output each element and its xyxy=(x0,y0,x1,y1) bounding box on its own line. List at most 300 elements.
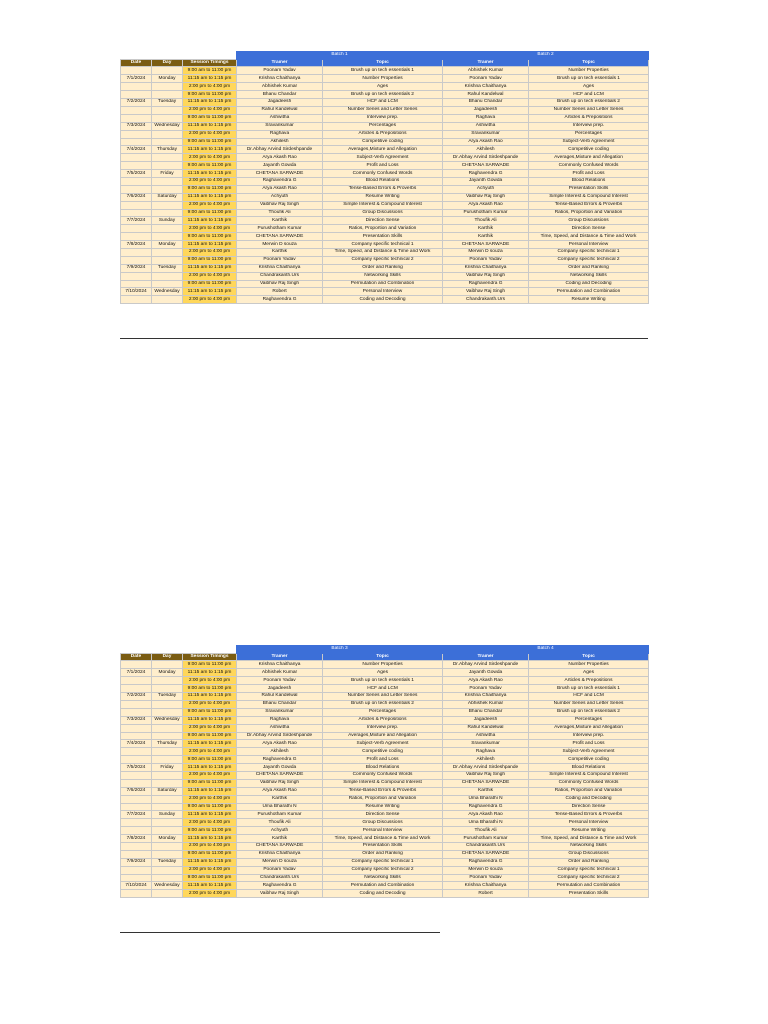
trainer-cell: Merwin D souza xyxy=(237,241,323,249)
trainer-cell: Thoufik Ali xyxy=(443,217,529,225)
trainer-cell: Poonam Yadav xyxy=(443,256,529,264)
day-cell-empty xyxy=(152,225,183,233)
session-time-cell: 11:15 am to 1:15 pm xyxy=(183,288,237,296)
topic-cell: Time, Speed, and Distance & Time and Work xyxy=(529,233,649,241)
session-time-cell: 9:00 am to 11:00 pm xyxy=(183,827,237,835)
trainer-cell: Arya Akash Rao xyxy=(237,185,323,193)
session-time-cell: 9:00 am to 11:00 pm xyxy=(183,685,237,693)
session-time-cell: 2:00 pm to 4:00 pm xyxy=(183,819,237,827)
trainer-cell: Uma Bharathi N xyxy=(443,819,529,827)
session-time-cell: 11:15 am to 1:15 pm xyxy=(183,264,237,272)
topic-cell: Number Properties xyxy=(529,661,649,669)
trainer-cell: Purushotham Kumar xyxy=(237,811,323,819)
topic-cell: Blood Relations xyxy=(323,177,443,185)
table-row xyxy=(121,842,649,850)
topic-cell: Number Properties xyxy=(323,661,443,669)
trainer-cell: Uma Bharathi N xyxy=(237,803,323,811)
trainer-cell: Ashwitha xyxy=(443,732,529,740)
date-cell: 7/3/2024 xyxy=(121,122,152,130)
table-row xyxy=(121,787,649,795)
trainer-cell: Vaibhav Raj Singh xyxy=(237,890,323,898)
date-cell-empty xyxy=(121,874,152,882)
session-time-cell: 2:00 pm to 4:00 pm xyxy=(183,724,237,732)
session-time-cell: 2:00 pm to 4:00 pm xyxy=(183,677,237,685)
day-cell-empty xyxy=(152,732,183,740)
trainer-cell: Raghavendra G xyxy=(443,858,529,866)
table-row xyxy=(121,716,649,724)
session-time-cell: 2:00 pm to 4:00 pm xyxy=(183,842,237,850)
date-cell-empty xyxy=(121,708,152,716)
trainer-cell: Vaibhav Raj Singh xyxy=(443,272,529,280)
day-cell: Thursday xyxy=(152,740,183,748)
trainer-cell: Raghava xyxy=(443,748,529,756)
session-time-cell: 11:15 am to 1:15 pm xyxy=(183,740,237,748)
topic-cell: Ratios, Proportion and Variation xyxy=(529,209,649,217)
date-cell: 7/4/2024 xyxy=(121,146,152,154)
topic-cell: Number Properties xyxy=(323,75,443,83)
topic-cell: Commonly Confused Words xyxy=(323,170,443,178)
trainer-cell: CHETANA SARWADE xyxy=(443,850,529,858)
day-cell-empty xyxy=(152,685,183,693)
trainer-cell: Purushotham Kumar xyxy=(443,209,529,217)
session-time-cell: 9:00 am to 11:00 pm xyxy=(183,661,237,669)
trainer-cell: Rahul Kandelwal xyxy=(443,724,529,732)
date-cell: 7/1/2024 xyxy=(121,669,152,677)
day-cell-empty xyxy=(152,67,183,75)
session-time-cell: 2:00 pm to 4:00 pm xyxy=(183,83,237,91)
table-row xyxy=(121,779,649,787)
topic-cell: Competitive coding xyxy=(529,146,649,154)
table-row xyxy=(121,162,649,170)
day-cell-empty xyxy=(152,83,183,91)
trainer-cell: Karthik xyxy=(237,795,323,803)
day-cell-empty xyxy=(152,661,183,669)
day-cell: Wednesday xyxy=(152,716,183,724)
table-row xyxy=(121,83,649,91)
table-row xyxy=(121,296,649,304)
topic-cell: Brush up on tech essentials 2 xyxy=(323,91,443,99)
trainer-cell: Rahul Kandelwal xyxy=(237,693,323,701)
trainer-column-header: Trainer xyxy=(443,653,529,661)
session-time-cell: 11:15 am to 1:15 pm xyxy=(183,787,237,795)
date-cell-empty xyxy=(121,162,152,170)
topic-cell: Company specific technical 2 xyxy=(529,874,649,882)
day-cell-empty xyxy=(152,233,183,241)
date-cell: 7/9/2024 xyxy=(121,264,152,272)
topic-cell: Percentages xyxy=(323,708,443,716)
table-row xyxy=(121,661,649,669)
trainer-cell: Dr.Abhay Arvind Sirdeshpande xyxy=(443,154,529,162)
session-time-cell: 9:00 am to 11:00 pm xyxy=(183,256,237,264)
day-cell-empty xyxy=(152,771,183,779)
topic-cell: Subject-Verb Agreement xyxy=(323,740,443,748)
topic-cell: Number Properties xyxy=(529,67,649,75)
trainer-cell: Poonam Yadav xyxy=(443,75,529,83)
topic-cell: Articles & Prepositions xyxy=(529,114,649,122)
trainer-cell: Krishna Chaithanya xyxy=(237,661,323,669)
topic-cell: Permutation and Combination xyxy=(529,882,649,890)
topic-cell: Networking Skills xyxy=(323,874,443,882)
trainer-cell: Sravankumar xyxy=(443,130,529,138)
table-row xyxy=(121,241,649,249)
day-cell-empty xyxy=(152,874,183,882)
table-row xyxy=(121,185,649,193)
day-cell-empty xyxy=(152,700,183,708)
session-time-cell: 9:00 am to 11:00 pm xyxy=(183,874,237,882)
day-cell: Friday xyxy=(152,764,183,772)
schedule-sheet-batch-1-2 xyxy=(120,51,648,304)
table-row xyxy=(121,256,649,264)
topic-cell: Commonly Confused Words xyxy=(529,162,649,170)
day-cell-empty xyxy=(152,272,183,280)
trainer-cell: Sravankumar xyxy=(237,122,323,130)
topic-cell: Percentages xyxy=(323,122,443,130)
topic-cell: Brush up on tech essentials 1 xyxy=(323,67,443,75)
trainer-cell: Raghavendra G xyxy=(443,170,529,178)
table-row xyxy=(121,217,649,225)
date-cell: 7/8/2024 xyxy=(121,241,152,249)
topic-cell: Ratios, Proportion and Variation xyxy=(529,787,649,795)
topic-cell: Resume Writing xyxy=(323,803,443,811)
trainer-cell: Krishna Chaithanya xyxy=(443,264,529,272)
trainer-cell: Karthik xyxy=(237,248,323,256)
trainer-cell: CHETANA SARWADE xyxy=(237,233,323,241)
trainer-cell: Rahul Kandelwal xyxy=(237,106,323,114)
trainer-cell: Purushotham Kumar xyxy=(443,835,529,843)
topic-cell: Ratios, Proportion and Variation xyxy=(323,795,443,803)
topic-cell: Competitive coding xyxy=(323,748,443,756)
trainer-cell: Karthik xyxy=(443,225,529,233)
session-time-cell: 2:00 pm to 4:00 pm xyxy=(183,795,237,803)
trainer-cell: Akhilesh xyxy=(443,146,529,154)
topic-cell: Averages,Mixture and Allegation xyxy=(529,154,649,162)
trainer-cell: Karthik xyxy=(443,787,529,795)
date-cell: 7/2/2024 xyxy=(121,99,152,107)
date-cell-empty xyxy=(121,106,152,114)
topic-cell: Number Series and Letter Series xyxy=(529,700,649,708)
session-time-cell: 9:00 am to 11:00 pm xyxy=(183,803,237,811)
trainer-cell: Purushotham Kumar xyxy=(237,225,323,233)
topic-cell: Blood Relations xyxy=(323,764,443,772)
trainer-cell: Vaibhav Raj Singh xyxy=(443,771,529,779)
topic-cell: Tense-Based Errors & Proverbs xyxy=(323,185,443,193)
session-time-cell: 9:00 am to 11:00 pm xyxy=(183,280,237,288)
date-cell-empty xyxy=(121,724,152,732)
topic-cell: Articles & Prepositions xyxy=(529,677,649,685)
session-time-cell: 2:00 pm to 4:00 pm xyxy=(183,771,237,779)
topic-cell: Personal Interview xyxy=(529,241,649,249)
topic-cell: Averages,Mixture and Allegation xyxy=(323,732,443,740)
day-cell-empty xyxy=(152,708,183,716)
trainer-cell: Poonam Yadav xyxy=(237,677,323,685)
topic-cell: Order and Ranking xyxy=(323,264,443,272)
topic-cell: Resume Writing xyxy=(323,193,443,201)
date-cell: 7/10/2024 xyxy=(121,288,152,296)
date-cell-empty xyxy=(121,233,152,241)
topic-cell: Profit and Loss xyxy=(529,170,649,178)
topic-cell: Brush up on tech essentials 2 xyxy=(529,99,649,107)
topic-cell: Company specific technical 2 xyxy=(323,866,443,874)
trainer-cell: Arya Akash Rao xyxy=(443,677,529,685)
trainer-cell: Vaibhav Raj Singh xyxy=(237,779,323,787)
date-cell-empty xyxy=(121,732,152,740)
batch-b-header: Batch 4 xyxy=(443,646,649,654)
date-cell-empty xyxy=(121,842,152,850)
date-cell-empty xyxy=(121,177,152,185)
trainer-cell: Ashwitha xyxy=(443,122,529,130)
table-row xyxy=(121,106,649,114)
date-cell-empty xyxy=(121,771,152,779)
topic-cell: Presentation Skills xyxy=(529,890,649,898)
trainer-cell: Rahul Kandelwal xyxy=(443,91,529,99)
table-row xyxy=(121,866,649,874)
trainer-column-header: Trainer xyxy=(443,59,529,67)
topic-cell: Interview prep. xyxy=(529,732,649,740)
topic-cell: Brush up on tech essentials 1 xyxy=(529,75,649,83)
topic-column-header: Topic xyxy=(323,59,443,67)
table-row xyxy=(121,99,649,107)
topic-cell: Personal Interview xyxy=(323,827,443,835)
topic-cell: Tense-Based Errors & Proverbs xyxy=(323,787,443,795)
trainer-cell: Chandrakanth.Urs xyxy=(237,272,323,280)
topic-cell: Brush up on tech essentials 2 xyxy=(323,700,443,708)
date-cell: 7/9/2024 xyxy=(121,858,152,866)
day-cell-empty xyxy=(152,201,183,209)
table-row xyxy=(121,756,649,764)
trainer-cell: CHETANA SARWADE xyxy=(237,170,323,178)
session-time-cell: 11:15 am to 1:15 pm xyxy=(183,170,237,178)
table-row xyxy=(121,677,649,685)
topic-column-header: Topic xyxy=(529,59,649,67)
day-cell: Wednesday xyxy=(152,288,183,296)
day-cell: Monday xyxy=(152,241,183,249)
table-row xyxy=(121,146,649,154)
date-cell-empty xyxy=(121,827,152,835)
topic-cell: Brush up on tech essentials 2 xyxy=(529,708,649,716)
trainer-cell: Achyuth xyxy=(443,185,529,193)
date-cell-empty xyxy=(121,248,152,256)
session-time-cell: 2:00 pm to 4:00 pm xyxy=(183,296,237,304)
day-cell: Monday xyxy=(152,75,183,83)
trainer-cell: Dr.Abhay Arvind Sirdeshpande xyxy=(443,764,529,772)
session-time-cell: 11:15 am to 1:15 pm xyxy=(183,241,237,249)
date-cell-empty xyxy=(121,748,152,756)
trainer-cell: Poonam Yadav xyxy=(237,866,323,874)
session-time-cell: 9:00 am to 11:00 pm xyxy=(183,138,237,146)
batch-a-header: Batch 3 xyxy=(237,646,443,654)
date-cell: 7/1/2024 xyxy=(121,75,152,83)
table-row xyxy=(121,827,649,835)
topic-cell: Tense-Based Errors & Proverbs xyxy=(529,811,649,819)
table-row xyxy=(121,740,649,748)
topic-cell: Presentation Skills xyxy=(529,185,649,193)
table-row xyxy=(121,693,649,701)
trainer-column-header: Trainer xyxy=(237,59,323,67)
day-cell: Tuesday xyxy=(152,99,183,107)
topic-cell: Group Discussions xyxy=(529,850,649,858)
day-cell-empty xyxy=(152,819,183,827)
topic-cell: Brush up on tech essentials 1 xyxy=(323,677,443,685)
trainer-cell: Poonam Yadav xyxy=(443,874,529,882)
topic-cell: Coding and Decoding xyxy=(529,795,649,803)
date-cell-empty xyxy=(121,803,152,811)
day-cell: Saturday xyxy=(152,787,183,795)
table-row xyxy=(121,209,649,217)
trainer-cell: Abhishek Kumar xyxy=(443,700,529,708)
trainer-cell: Jayanth Gowda xyxy=(443,177,529,185)
topic-cell: Interview prep. xyxy=(323,114,443,122)
trainer-cell: CHETANA SARWADE xyxy=(237,771,323,779)
schedule-table xyxy=(120,51,649,304)
day-cell-empty xyxy=(152,130,183,138)
table-row xyxy=(121,114,649,122)
schedule-body xyxy=(121,67,649,304)
session-time-cell: 2:00 pm to 4:00 pm xyxy=(183,748,237,756)
trainer-cell: Robert xyxy=(443,890,529,898)
session-time-cell: 9:00 am to 11:00 pm xyxy=(183,233,237,241)
session-time-cell: 2:00 pm to 4:00 pm xyxy=(183,890,237,898)
date-cell: 7/7/2024 xyxy=(121,811,152,819)
date-column-header: Date xyxy=(121,59,152,67)
trainer-cell: Sravankumar xyxy=(443,740,529,748)
session-time-cell: 11:15 am to 1:15 pm xyxy=(183,882,237,890)
date-cell-empty xyxy=(121,138,152,146)
date-cell-empty xyxy=(121,756,152,764)
topic-cell: Group Discussions xyxy=(323,209,443,217)
date-cell-empty xyxy=(121,296,152,304)
trainer-cell: CHETANA SARWADE xyxy=(443,779,529,787)
trainer-cell: Jagadeesh xyxy=(237,685,323,693)
date-cell-empty xyxy=(121,225,152,233)
header-spacer xyxy=(121,52,237,60)
trainer-cell: Karthik xyxy=(443,233,529,241)
topic-cell: HCF and LCM xyxy=(323,99,443,107)
session-time-cell: 2:00 pm to 4:00 pm xyxy=(183,700,237,708)
trainer-cell: Merwin D souza xyxy=(237,858,323,866)
table-row xyxy=(121,233,649,241)
trainer-cell: Jagadeesh xyxy=(237,99,323,107)
topic-cell: Group Discussions xyxy=(323,819,443,827)
day-cell-empty xyxy=(152,106,183,114)
table-row xyxy=(121,685,649,693)
trainer-cell: Thoufik Ali xyxy=(443,827,529,835)
trainer-cell: Bhanu Chandar xyxy=(443,99,529,107)
batch-b-header: Batch 2 xyxy=(443,52,649,60)
day-cell: Wednesday xyxy=(152,882,183,890)
table-row xyxy=(121,122,649,130)
session-time-cell: 11:15 am to 1:15 pm xyxy=(183,193,237,201)
date-cell-empty xyxy=(121,866,152,874)
date-cell-empty xyxy=(121,677,152,685)
session-time-cell: 2:00 pm to 4:00 pm xyxy=(183,866,237,874)
trainer-cell: Thoufik Ali xyxy=(237,819,323,827)
topic-cell: Permutation and Combination xyxy=(323,882,443,890)
session-time-cell: 9:00 am to 11:00 pm xyxy=(183,114,237,122)
day-cell-empty xyxy=(152,748,183,756)
day-cell-empty xyxy=(152,795,183,803)
day-cell: Tuesday xyxy=(152,858,183,866)
session-time-cell: 2:00 pm to 4:00 pm xyxy=(183,130,237,138)
date-cell-empty xyxy=(121,661,152,669)
date-cell-empty xyxy=(121,185,152,193)
session-time-cell: 2:00 pm to 4:00 pm xyxy=(183,106,237,114)
trainer-cell: Dr.Abhay Arvind Sirdeshpande xyxy=(237,732,323,740)
day-cell-empty xyxy=(152,677,183,685)
table-row xyxy=(121,154,649,162)
session-time-cell: 9:00 am to 11:00 pm xyxy=(183,185,237,193)
day-cell: Wednesday xyxy=(152,122,183,130)
table-row xyxy=(121,858,649,866)
date-cell-empty xyxy=(121,130,152,138)
table-row xyxy=(121,890,649,898)
topic-cell: Order and Ranking xyxy=(529,858,649,866)
topic-cell: Interview prep. xyxy=(323,724,443,732)
table-row xyxy=(121,708,649,716)
topic-cell: Resume Writing xyxy=(529,827,649,835)
header-spacer xyxy=(121,646,237,654)
day-cell-empty xyxy=(152,177,183,185)
day-cell-empty xyxy=(152,91,183,99)
topic-cell: HCF and LCM xyxy=(529,91,649,99)
trainer-cell: Akhilesh xyxy=(443,756,529,764)
trainer-cell: Vaibhav Raj Singh xyxy=(237,201,323,209)
day-cell-empty xyxy=(152,850,183,858)
day-cell: Sunday xyxy=(152,217,183,225)
topic-cell: Time, Speed, and Distance & Time and Work xyxy=(529,835,649,843)
topic-column-header: Topic xyxy=(323,653,443,661)
trainer-cell: Abhishek Kumar xyxy=(237,83,323,91)
trainer-cell: Dr.Abhay Arvind Sirdeshpande xyxy=(237,146,323,154)
trainer-cell: Arya Akash Rao xyxy=(443,811,529,819)
topic-cell: Brush up on tech essentials 1 xyxy=(529,685,649,693)
trainer-cell: Vaibhav Raj Singh xyxy=(443,193,529,201)
topic-cell: Number Series and Letter Series xyxy=(323,693,443,701)
day-cell-empty xyxy=(152,827,183,835)
date-cell-empty xyxy=(121,67,152,75)
table-row xyxy=(121,700,649,708)
table-row xyxy=(121,177,649,185)
session-time-cell: 2:00 pm to 4:00 pm xyxy=(183,177,237,185)
date-cell-empty xyxy=(121,850,152,858)
topic-cell: Competitive coding xyxy=(529,756,649,764)
date-cell-empty xyxy=(121,280,152,288)
day-cell: Tuesday xyxy=(152,693,183,701)
session-time-cell: 11:15 am to 1:15 pm xyxy=(183,75,237,83)
session-time-cell: 9:00 am to 11:00 pm xyxy=(183,209,237,217)
trainer-cell: Akhilesh xyxy=(237,138,323,146)
trainer-cell: Sravankumar xyxy=(237,708,323,716)
topic-cell: Blood Relations xyxy=(529,177,649,185)
day-cell-empty xyxy=(152,162,183,170)
topic-cell: Ages xyxy=(323,83,443,91)
session-time-cell: 9:00 am to 11:00 pm xyxy=(183,67,237,75)
day-cell-empty xyxy=(152,280,183,288)
topic-cell: Company specific technical 2 xyxy=(529,256,649,264)
trainer-cell: Chandrakanth.Urs xyxy=(237,874,323,882)
topic-cell: Order and Ranking xyxy=(529,264,649,272)
date-column-header: Date xyxy=(121,653,152,661)
topic-cell: Personal Interview xyxy=(323,288,443,296)
topic-cell: Direction Sense xyxy=(323,811,443,819)
topic-cell: Direction Sense xyxy=(323,217,443,225)
topic-cell: Ages xyxy=(529,669,649,677)
trainer-column-header: Trainer xyxy=(237,653,323,661)
day-cell-empty xyxy=(152,779,183,787)
trainer-cell: Achyuth xyxy=(237,827,323,835)
session-column-header: Session Timings xyxy=(183,59,237,67)
table-row xyxy=(121,748,649,756)
trainer-cell: Arya Akash Rao xyxy=(237,740,323,748)
